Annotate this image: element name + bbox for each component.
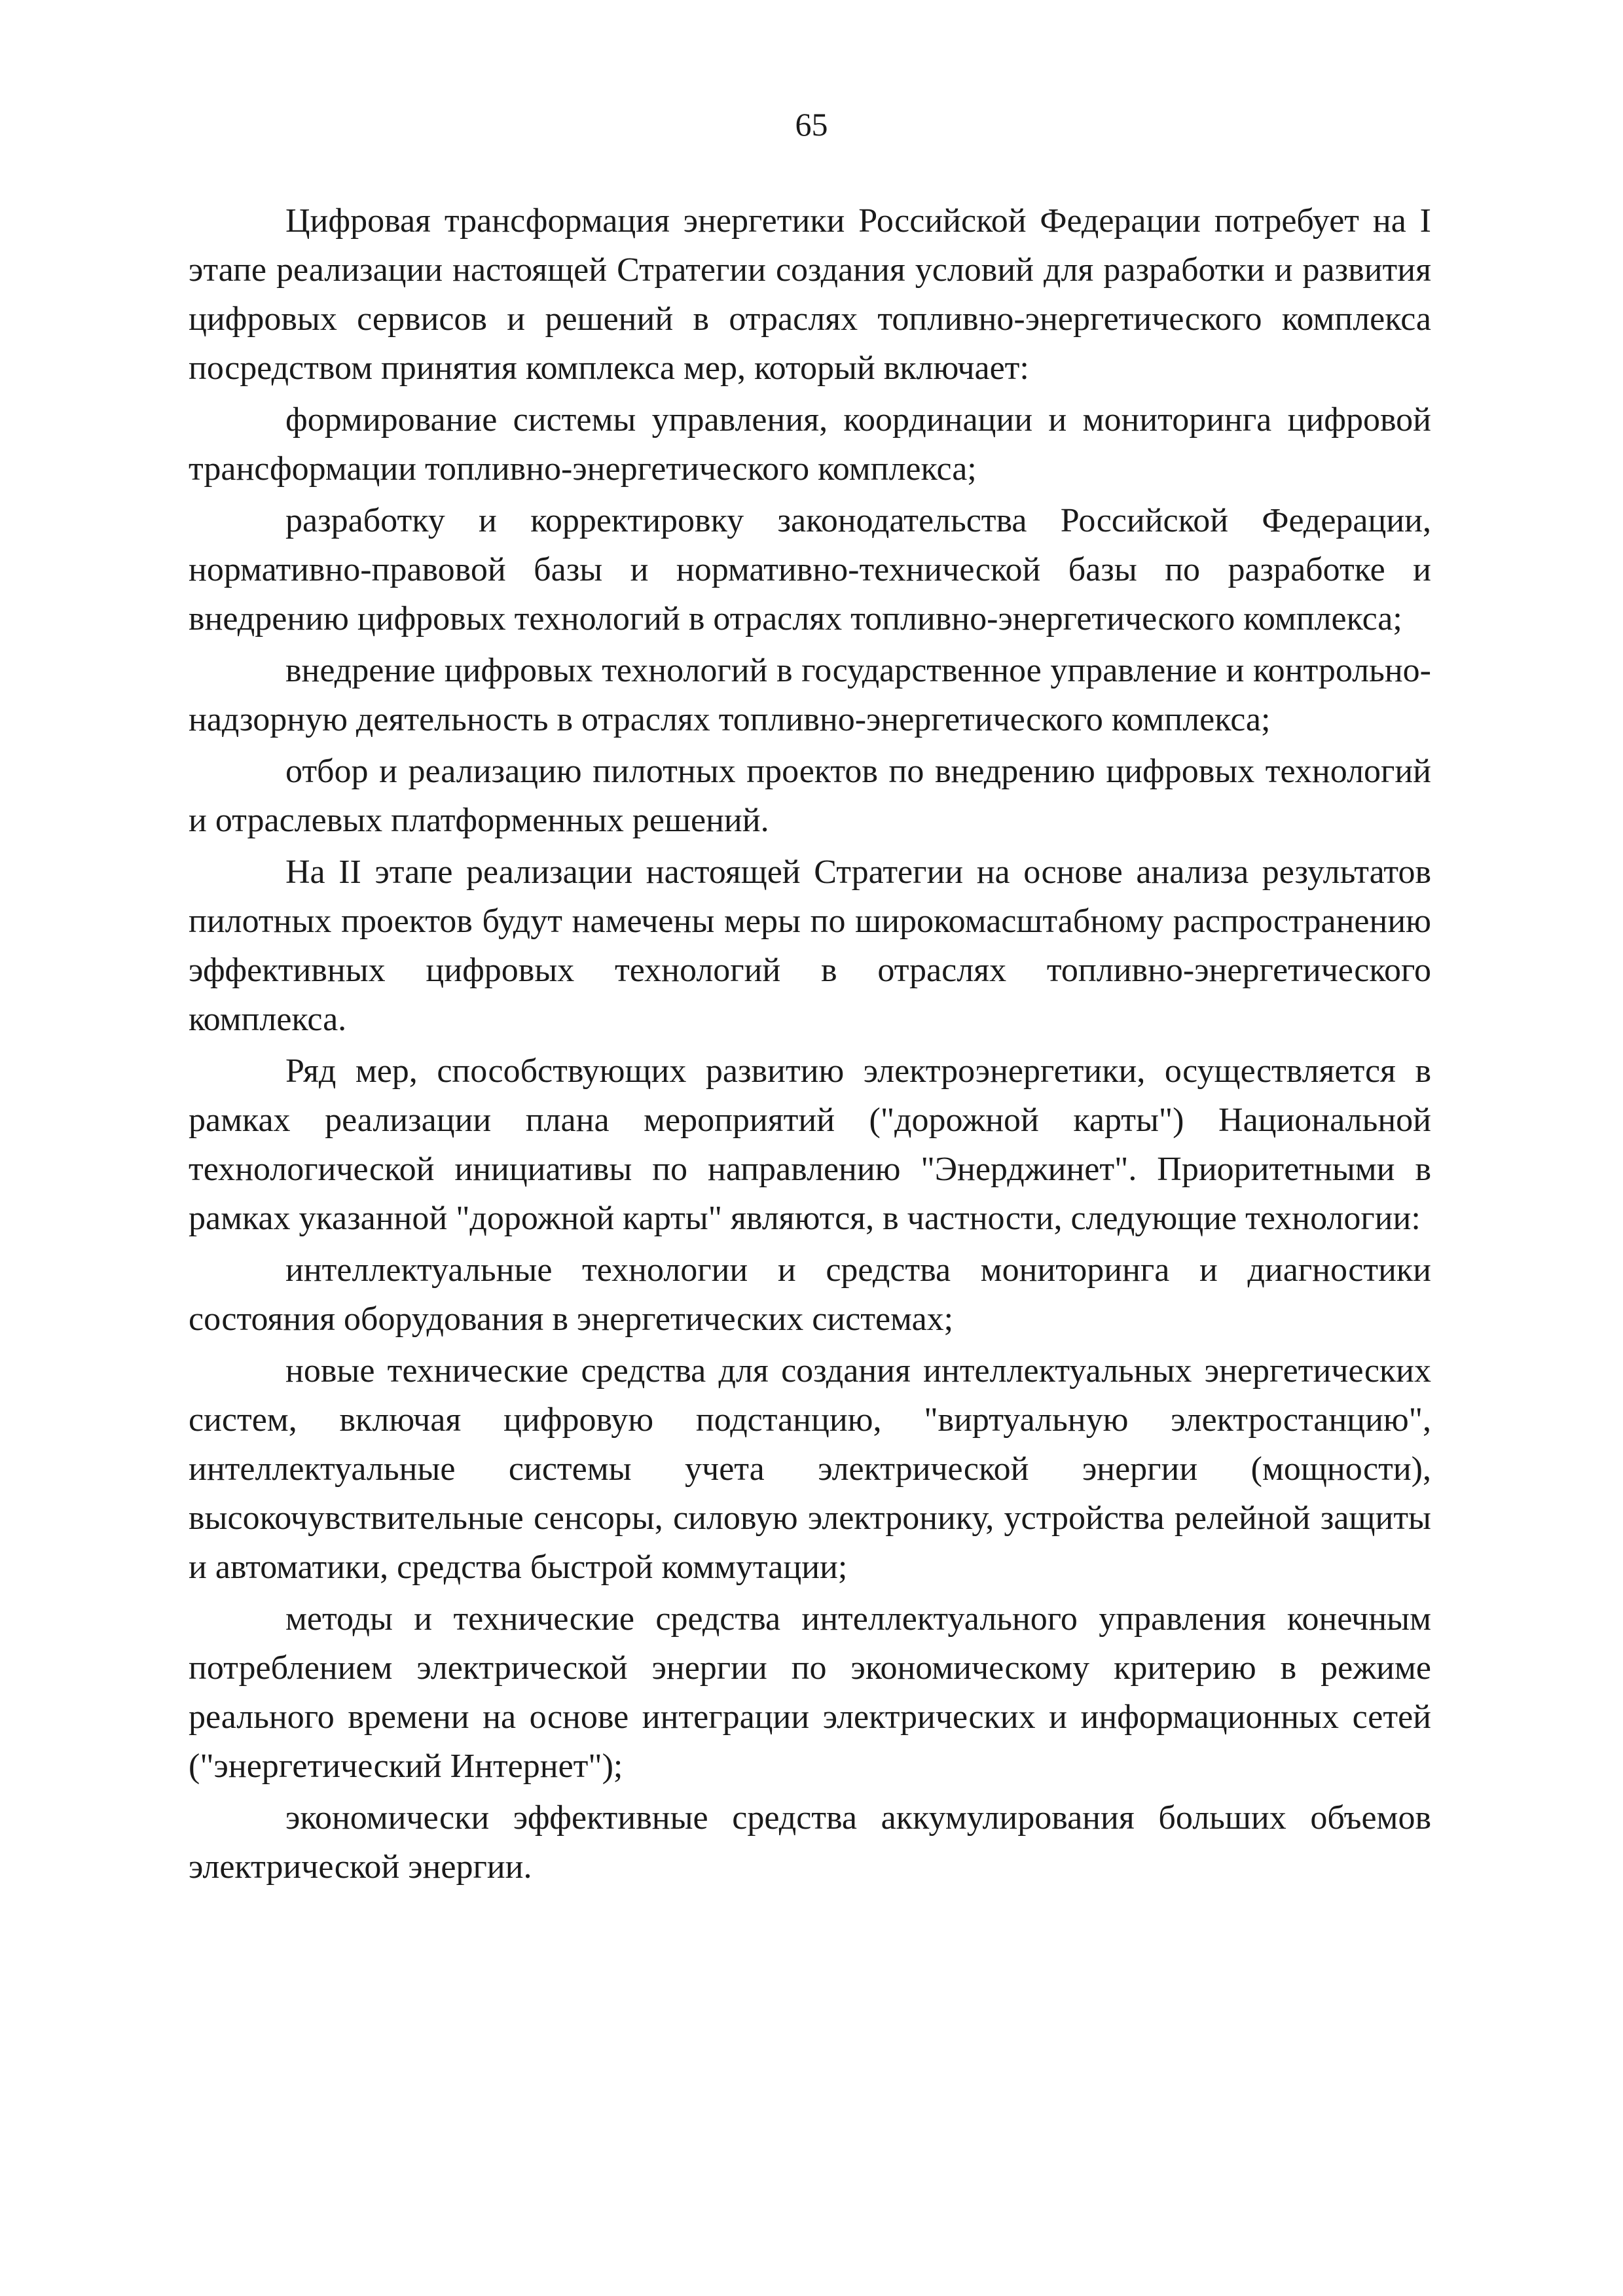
paragraph-energynet-roadmap: Ряд мер, способствующих развитию электроэнергетики, осуществляется в рамках реализации плана мероприятий ("дорожной карты") Национальной технологической инициативы по направлению "Энерджинет". Приоритетными в рамках указанной "дорожной карты" являются, в частности, следующие технологии:	[189, 1052, 1431, 1237]
page-number: 65	[795, 106, 828, 143]
paragraph-digital-transformation-intro: Цифровая трансформация энергетики Российской Федерации потребует на I этапе реализации настоящей Стратегии создания условий для разработки и развития цифровых сервисов и решений в отраслях топливно-энергетического комплекса посредством принятия комплекса мер, который включает:	[189, 202, 1431, 387]
paragraph-stage-two: На II этапе реализации настоящей Стратегии на основе анализа результатов пилотных проектов будут намечены меры по широкомасштабному распространению эффективных цифровых технологий в отраслях топливно-энергетического комплекса.	[189, 853, 1431, 1038]
paragraph-energy-storage: экономически эффективные средства аккумулирования больших объемов электрической энергии.	[189, 1799, 1431, 1886]
paragraph-state-management: внедрение цифровых технологий в государственное управление и контрольно-надзорную деятельность в отраслях топливно-энергетического комплекса;	[189, 652, 1431, 738]
paragraph-legislation: разработку и корректировку законодательства Российской Федерации, нормативно-правовой базы и нормативно-технической базы по разработке и внедрению цифровых технологий в отраслях топливно-энергетического комплекса;	[189, 502, 1431, 637]
paragraph-smart-energy-systems: новые технические средства для создания интеллектуальных энергетических систем, включая цифровую подстанцию, "виртуальную электростанцию", интеллектуальные системы учета электрической энергии (мощности), высокочувствительные сенсоры, силовую электронику, устройства релейной защиты и автоматики, средства быстрой коммутации;	[189, 1352, 1431, 1586]
body-text	[189, 196, 1431, 1894]
paragraph-pilot-projects: отбор и реализацию пилотных проектов по внедрению цифровых технологий и отраслевых платформенных решений.	[189, 753, 1431, 839]
paragraph-monitoring-technologies: интеллектуальные технологии и средства мониторинга и диагностики состояния оборудования в энергетических системах;	[189, 1251, 1431, 1338]
paragraph-management-system: формирование системы управления, координации и мониторинга цифровой трансформации топливно-энергетического комплекса;	[189, 401, 1431, 488]
paragraph-consumption-management: методы и технические средства интеллектуального управления конечным потреблением электрической энергии по экономическому критерию в режиме реального времени на основе интеграции электрических и информационных сетей ("энергетический Интернет");	[189, 1600, 1431, 1785]
